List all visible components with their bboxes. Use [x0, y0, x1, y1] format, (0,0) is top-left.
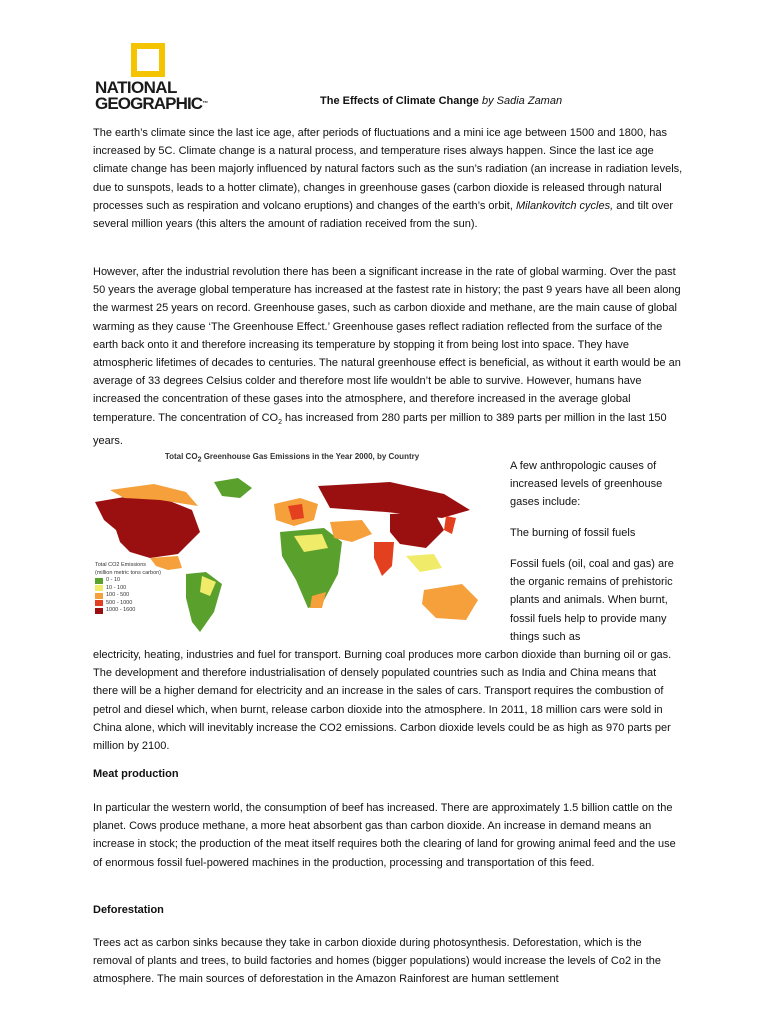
world-map-graphic [90, 472, 494, 642]
map-region-greenland [214, 478, 252, 498]
map-title: Total $CO_2$ Greenhouse Gas Emissions in the Year 2000, by Country [164, 452, 420, 464]
map-legend [95, 562, 161, 615]
paragraph-industrial-revolution: However, after the industrial revolution there has been a significant increase in the rate of global warming. Over the past 50 years the average global temperature has increased at the fastest rate in history; the past 9 years have all been along the warmest 25 years on record. Greenhouse gases, such as carbon dioxide and methane, are the main cause of global warming as they cause ‘The Greenhouse Effect.’ Greenhouse gases reflect radiation reflected from the surface of the earth back onto it and therefore increasing its temperature by stopping it from being lost into space. They have atmospheric lifetimes of decades to centuries. The natural greenhouse effect is beneficial, as without it earth would be an average of 33 degrees Celsius colder and therefore most life wouldn’t be able to survive. However, humans have increased the concentration of these gases into the atmosphere, and therefore increased in the average global temperature. The concentration of $CO_2$ has increased from 280 parts per million to 389 parts per million in the last 150 years. [93, 266, 681, 448]
map-region-japan [444, 516, 456, 534]
map-region-southeast-asia [406, 554, 442, 572]
heading-fossil-fuels: The burning of fossil fuels [510, 527, 636, 539]
title-text: The Effects of Climate Change [320, 95, 479, 107]
document-title [320, 95, 562, 107]
co2-emissions-map [90, 452, 494, 642]
map-region-china [390, 512, 444, 548]
paragraph-meat-production: In particular the western world, the consumption of beef has increased. There are approximately 1.5 billion cattle on the planet. Cows produce methane, a more heat absorbent gas than carbon dioxide. An increase in demand means an increase in stock; the production of the meat itself requires both the clearing of land for growing animal feed and the use of enormous fossil fuel-powered machines in the production, processing and transportation of this feed. [93, 802, 676, 869]
side-intro: A few anthropologic causes of increased levels of greenhouse gases include: [510, 460, 663, 509]
paragraph-fossil-fuels: electricity, heating, industries and fuel for transport. Burning coal produces more carbon dioxide than burning oil or gas. The development and therefore industrialisation of densely populated countries such as India and China means that there will be a higher demand for electricity and an increase in the sales of cars. Transport requires the combustion of petrol and diesel which, when burnt, release carbon dioxide into the atmosphere. In 2011, 18 million cars were sold in China alone, which will inevitably increase the CO2 emissions. Carbon dioxide levels could be as high as 970 parts per million by 2100. [93, 649, 672, 753]
map-region-australia [422, 584, 478, 620]
map-region-north-america [95, 496, 200, 558]
logo-line1: NATIONAL [95, 78, 177, 97]
paragraph-natural-change: The earth’s climate since the last ice age, after periods of fluctuations and a mini ice age between 1500 and 1800, has increased by 5C. Climate change is a natural process, and temperature rises always happen. Since the last ice age climate change has been majorly influenced by natural factors such as the sun’s radiation (an increase in radiation levels, due to sunspots, leads to a hotter climate), changes in greenhouse gases (carbon dioxide is released through natural processes such as respiration and volcano eruptions) and changes of the earth’s orbit, Milankovitch cycles, and tilt over several million years (this alters the amount of radiation received from the sun). [93, 127, 683, 231]
legend-item: 100 - 500 [95, 592, 161, 600]
heading-meat-production: Meat production [93, 768, 179, 780]
title-author: by Sadia Zaman [481, 95, 563, 107]
legend-item: 1000 - 1600 [95, 607, 161, 615]
legend-title: Total CO2 Emissions [95, 562, 147, 568]
legend-item: 500 - 1000 [95, 600, 161, 608]
legend-item: 0 - 10 [95, 577, 161, 585]
legend-item: 10 - 100 [95, 585, 161, 593]
map-region-india [374, 542, 394, 576]
legend-unit: (million metric tons carbon) [95, 569, 162, 576]
yellow-border-icon [131, 43, 165, 77]
paragraph-deforestation: Trees act as carbon sinks because they take in carbon dioxide during photosynthesis. Deforestation, which is the removal of plants and trees, to build factories and homes (bigger populations) would increase the levels of Co2 in the atmosphere. The main sources of deforestation in the Amazon Rainforest are human settlement [93, 937, 662, 986]
side-fossil-fuels-text: Fossil fuels (oil, coal and gas) are the organic remains of prehistoric plants and animals. When burnt, fossil fuels help to provide many things such as [510, 558, 674, 643]
map-region-russia [318, 482, 470, 518]
logo-line2: GEOGRAPHIC™ [95, 94, 208, 113]
heading-deforestation: Deforestation [93, 904, 164, 916]
national-geographic-logo [95, 43, 208, 113]
